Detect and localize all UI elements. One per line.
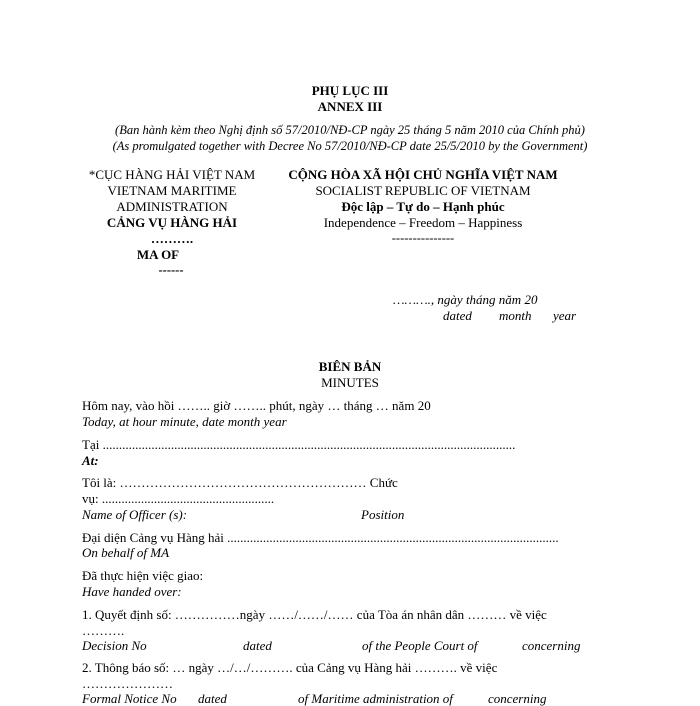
annex-title-vi: PHỤ LỤC III (311, 83, 389, 98)
item-2-label-dated: dated (198, 691, 227, 706)
item-2-label-concerning: concerning (488, 691, 547, 706)
officer-label-en: Name of Officer (s): (82, 507, 188, 522)
position-label-en: Position (361, 507, 405, 522)
annex-note-vi: (Ban hành kèm theo Nghị định số 57/2010/NĐ-CP ngày 25 tháng 5 năm 2010 của Chính phủ) (115, 123, 585, 137)
right-header-line-2: SOCIALIST REPUBLIC OF VIETNAM (315, 183, 531, 198)
date-label-dated: dated (443, 308, 472, 323)
annex-note-en: (As promulgated together with Decree No 57/2010/NĐ-CP date 25/5/2010 by the Government) (112, 139, 588, 153)
minutes-title-en: MINUTES (321, 375, 379, 390)
today-line-en: Today, at hour minute, date month year (82, 414, 287, 429)
item-2-label-notice: Formal Notice No (82, 691, 177, 706)
item-1-label-concerning: concerning (522, 638, 581, 653)
left-header-line-2: VIETNAM MARITIME (107, 183, 237, 198)
officer-line-vi-2: vụ: ..................................................... (82, 491, 275, 506)
item-1-line-vi: 1. Quyết định số: ……………ngày ……/……/…… của Tòa án nhân dân ……… về việc (82, 607, 547, 622)
item-1-label-dated: dated (243, 638, 272, 653)
item-1-line-vi-2: ………. (82, 623, 125, 638)
handed-line-en: Have handed over: (82, 584, 182, 599)
right-header-line-3: Độc lập – Tự do – Hạnh phúc (341, 199, 505, 214)
left-header-line-6: MA OF (136, 247, 180, 262)
right-header-line-1: CỘNG HÒA XÃ HỘI CHỦ NGHĨA VIỆT NAM (288, 167, 558, 182)
item-1-label-decision: Decision No (82, 638, 147, 653)
behalf-line-en: On behalf of MA (82, 545, 170, 560)
date-line-vi: ………., ngày tháng năm 20 (393, 292, 538, 307)
left-header-line-3: ADMINISTRATION (116, 199, 228, 214)
annex-title-en: ANNEX III (317, 99, 383, 114)
at-line-vi: Tại ............................................................................................................................... (82, 437, 516, 452)
right-header-line-5: --------------- (391, 231, 455, 245)
date-label-year: year (553, 308, 577, 323)
handed-line-vi: Đã thực hiện việc giao: (82, 568, 204, 583)
item-2-line-vi-2: ………………… (82, 676, 173, 691)
left-header-line-5: ………. (150, 231, 194, 246)
date-label-month: month (499, 308, 532, 323)
item-1-label-court: of the People Court of (362, 638, 478, 653)
item-2-line-vi: 2. Thông báo số: … ngày …/…/………. của Cảng vụ Hàng hải ………. về việc (82, 660, 498, 675)
right-header-line-4: Independence – Freedom – Happiness (323, 215, 523, 230)
behalf-line-vi: Đại diện Cảng vụ Hàng hải ...................................................................................................... (82, 530, 559, 545)
item-2-label-ma: of Maritime administration of (298, 691, 453, 706)
left-header-line-4: CẢNG VỤ HÀNG HẢI (106, 215, 238, 230)
at-line-en: At: (82, 453, 99, 468)
left-header-line-7: ------ (158, 263, 184, 277)
left-header-line-1: *CỤC HÀNG HẢI VIỆT NAM (88, 167, 256, 182)
minutes-title-vi: BIÊN BẢN (318, 359, 382, 374)
officer-line-vi: Tôi là: ………………………………………………… Chức (82, 475, 398, 490)
today-line-vi: Hôm nay, vào hồi …….. giờ …….. phút, ngày … tháng … năm 20 (82, 398, 431, 413)
